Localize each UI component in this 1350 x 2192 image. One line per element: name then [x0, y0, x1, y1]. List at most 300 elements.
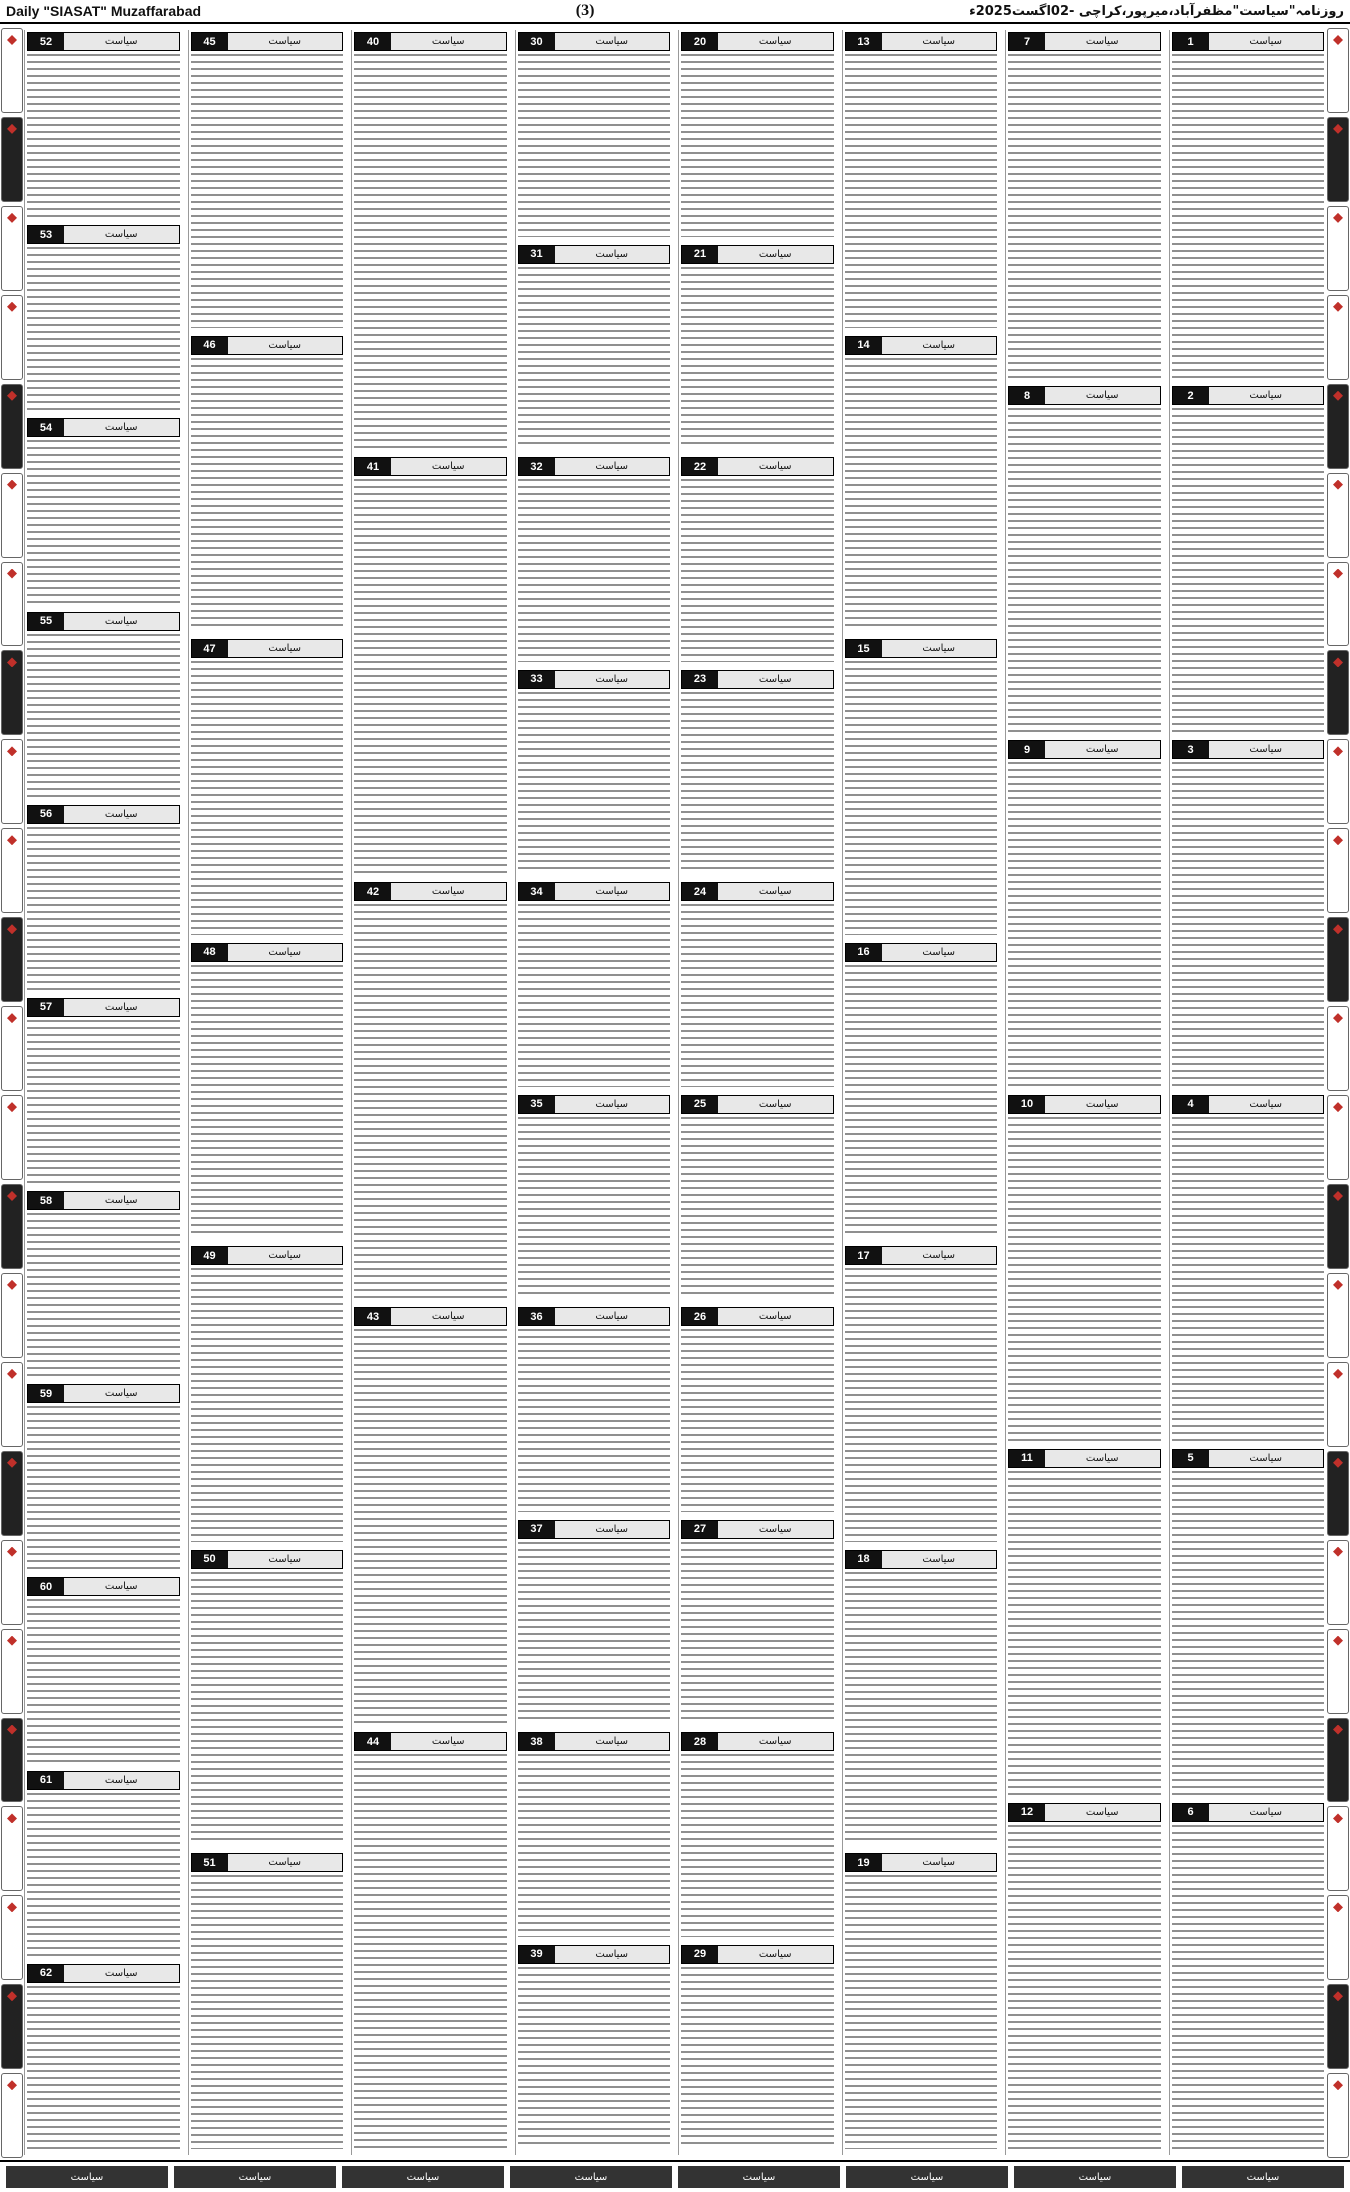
news-item: [845, 943, 998, 1241]
news-item-brand: سیاست: [1045, 1804, 1160, 1821]
news-item-text-block: [27, 1599, 180, 1762]
news-item-text-block: [354, 1329, 507, 1724]
news-item-text-block: [681, 1967, 834, 2150]
news-item-brand: سیاست: [555, 1946, 670, 1963]
news-item-brand: سیاست: [882, 640, 997, 657]
news-column: [351, 30, 509, 2155]
news-item-brand: سیاست: [1045, 741, 1160, 758]
news-item-number: 62: [28, 1965, 64, 1982]
news-item-number: 19: [846, 1854, 882, 1871]
border-ornament: [1327, 1540, 1349, 1625]
news-item-brand: سیاست: [718, 33, 833, 50]
news-item: [681, 1307, 834, 1514]
news-item-number: 8: [1009, 387, 1045, 404]
footer-brand-segment: سیاست: [678, 2166, 840, 2188]
news-item-number: 56: [28, 806, 64, 823]
news-item-brand: سیاست: [228, 1247, 343, 1264]
news-item-text-block: [191, 1875, 344, 2149]
news-item: [27, 612, 180, 799]
news-item-text-block: [1008, 1117, 1161, 1441]
news-item-text-block: [27, 1020, 180, 1183]
news-item: [681, 1732, 834, 1939]
news-item-text-block: [518, 1117, 671, 1300]
news-item-tag: [681, 245, 834, 264]
news-item-tag: [27, 225, 180, 244]
news-item-tag: [191, 1246, 344, 1265]
page-header: [0, 0, 1350, 24]
news-column: [24, 30, 182, 2155]
news-item-text-block: [1172, 408, 1325, 732]
news-item-tag: [191, 336, 344, 355]
news-item-brand: سیاست: [64, 419, 179, 436]
footer-brand-segment: سیاست: [1182, 2166, 1344, 2188]
news-item-tag: [27, 612, 180, 631]
news-item: [681, 1945, 834, 2152]
border-ornament: [1, 1895, 23, 1980]
news-item-text-block: [27, 247, 180, 410]
news-item: [1008, 1803, 1161, 2151]
news-item-text-block: [27, 827, 180, 990]
border-ornament: [1327, 1984, 1349, 2069]
news-item-text-block: [518, 54, 671, 237]
border-ornament: [1327, 1095, 1349, 1180]
news-item-number: 6: [1173, 1804, 1209, 1821]
news-item-tag: [27, 1964, 180, 1983]
news-item-tag: [1008, 740, 1161, 759]
news-item-text-block: [1008, 1825, 1161, 2149]
news-item-brand: سیاست: [1045, 1096, 1160, 1113]
news-item-number: 36: [519, 1308, 555, 1325]
news-item-brand: سیاست: [64, 1192, 179, 1209]
news-item: [191, 943, 344, 1241]
news-item-tag: [518, 1732, 671, 1751]
news-item-brand: سیاست: [1209, 1096, 1324, 1113]
news-item-text-block: [1172, 762, 1325, 1086]
news-item-brand: سیاست: [555, 1308, 670, 1325]
news-item-brand: سیاست: [1209, 33, 1324, 50]
news-item: [518, 1520, 671, 1727]
news-item-text-block: [681, 692, 834, 875]
news-item-number: 54: [28, 419, 64, 436]
border-ornament: [1327, 1362, 1349, 1447]
news-item-tag: [27, 1384, 180, 1403]
news-item-text-block: [27, 634, 180, 797]
right-border-strip: [1327, 28, 1349, 2158]
news-item-text-block: [27, 1213, 180, 1376]
news-item-tag: [191, 1853, 344, 1872]
news-item-text-block: [27, 54, 180, 217]
news-item-brand: سیاست: [64, 806, 179, 823]
news-item-brand: سیاست: [1209, 1450, 1324, 1467]
news-item-number: 42: [355, 883, 391, 900]
news-item-number: 15: [846, 640, 882, 657]
news-item-number: 57: [28, 999, 64, 1016]
border-ornament: [1, 917, 23, 1002]
news-item-tag: [354, 32, 507, 51]
news-item-number: 26: [682, 1308, 718, 1325]
news-item-number: 11: [1009, 1450, 1045, 1467]
border-ornament: [1327, 473, 1349, 558]
news-item-text-block: [1172, 1117, 1325, 1441]
footer-brand-segment: سیاست: [846, 2166, 1008, 2188]
news-item-tag: [1008, 32, 1161, 51]
news-item-number: 2: [1173, 387, 1209, 404]
news-item-number: 51: [192, 1854, 228, 1871]
news-item: [191, 1246, 344, 1544]
news-item-number: 61: [28, 1772, 64, 1789]
news-item: [518, 457, 671, 664]
news-item-brand: سیاست: [882, 1854, 997, 1871]
news-item-tag: [681, 1095, 834, 1114]
page-number: (3): [575, 2, 595, 19]
news-item-brand: سیاست: [718, 1946, 833, 1963]
news-item: [191, 1550, 344, 1848]
news-item-brand: سیاست: [228, 640, 343, 657]
news-item: [1008, 32, 1161, 380]
news-item: [1008, 1095, 1161, 1443]
news-item-number: 10: [1009, 1096, 1045, 1113]
news-item-brand: سیاست: [555, 883, 670, 900]
news-item-text-block: [1172, 54, 1325, 378]
news-column: [1005, 30, 1163, 2155]
news-item-text-block: [681, 479, 834, 662]
news-item: [27, 1771, 180, 1958]
news-item-brand: سیاست: [1045, 1450, 1160, 1467]
border-ornament: [1327, 1451, 1349, 1536]
news-item: [27, 32, 180, 219]
news-item-tag: [191, 1550, 344, 1569]
border-ornament: [1327, 384, 1349, 469]
news-item-brand: سیاست: [391, 1308, 506, 1325]
border-ornament: [1, 206, 23, 291]
news-item: [845, 639, 998, 937]
page-footer: [0, 2160, 1350, 2192]
news-item: [518, 245, 671, 452]
news-item-brand: سیاست: [882, 1247, 997, 1264]
footer-brand-segment: سیاست: [174, 2166, 336, 2188]
news-item: [1172, 1095, 1325, 1443]
news-item-number: 24: [682, 883, 718, 900]
news-item-brand: سیاست: [228, 33, 343, 50]
news-item-tag: [354, 457, 507, 476]
news-item-number: 55: [28, 613, 64, 630]
border-ornament: [1, 1184, 23, 1269]
news-item-number: 60: [28, 1578, 64, 1595]
news-item: [1008, 740, 1161, 1088]
news-item-tag: [1008, 1449, 1161, 1468]
border-ornament: [1, 384, 23, 469]
border-ornament: [1, 1984, 23, 2069]
border-ornament: [1327, 650, 1349, 735]
news-item: [681, 1520, 834, 1727]
border-ornament: [1327, 1629, 1349, 1714]
news-item-brand: سیاست: [718, 246, 833, 263]
news-item: [681, 245, 834, 452]
news-item-number: 33: [519, 671, 555, 688]
news-item: [518, 670, 671, 877]
news-item-text-block: [354, 54, 507, 449]
news-item: [518, 32, 671, 239]
news-item-tag: [845, 1246, 998, 1265]
news-item-number: 52: [28, 33, 64, 50]
news-item-text-block: [845, 965, 998, 1239]
news-column: [188, 30, 346, 2155]
news-item-brand: سیاست: [718, 458, 833, 475]
news-item-number: 20: [682, 33, 718, 50]
news-item-number: 46: [192, 337, 228, 354]
news-item-text-block: [354, 479, 507, 874]
news-item-number: 48: [192, 944, 228, 961]
news-item-brand: سیاست: [555, 1733, 670, 1750]
news-item-text-block: [681, 54, 834, 237]
border-ornament: [1, 1273, 23, 1358]
news-column: [842, 30, 1000, 2155]
news-item: [191, 1853, 344, 2151]
news-item: [681, 1095, 834, 1302]
news-item-text-block: [681, 1117, 834, 1300]
news-item: [27, 998, 180, 1185]
news-item-tag: [1008, 1095, 1161, 1114]
news-item-brand: سیاست: [228, 1854, 343, 1871]
news-item-brand: سیاست: [718, 1096, 833, 1113]
news-item-tag: [1172, 1449, 1325, 1468]
news-item: [845, 1550, 998, 1848]
border-ornament: [1327, 2073, 1349, 2158]
news-item-tag: [27, 998, 180, 1017]
news-item-number: 53: [28, 226, 64, 243]
news-item-number: 13: [846, 33, 882, 50]
border-ornament: [1327, 1273, 1349, 1358]
news-item-brand: سیاست: [391, 1733, 506, 1750]
news-item-text-block: [1008, 408, 1161, 732]
news-item-tag: [518, 457, 671, 476]
news-item: [354, 457, 507, 876]
news-item-text-block: [354, 1754, 507, 2149]
news-item-brand: سیاست: [64, 33, 179, 50]
news-item-text-block: [845, 54, 998, 328]
news-item-brand: سیاست: [882, 337, 997, 354]
news-item: [518, 1307, 671, 1514]
news-item-brand: سیاست: [555, 1521, 670, 1538]
footer-brand-segment: سیاست: [342, 2166, 504, 2188]
border-ornament: [1327, 1006, 1349, 1091]
news-item-text-block: [518, 1754, 671, 1937]
news-item-text-block: [681, 904, 834, 1087]
news-item: [27, 418, 180, 605]
news-item-text-block: [27, 1793, 180, 1956]
news-item: [518, 1732, 671, 1939]
news-item-number: 37: [519, 1521, 555, 1538]
news-item-tag: [1172, 1095, 1325, 1114]
news-item-brand: سیاست: [1209, 1804, 1324, 1821]
news-item-brand: سیاست: [64, 613, 179, 630]
news-item-number: 25: [682, 1096, 718, 1113]
news-item-brand: سیاست: [64, 1578, 179, 1595]
news-item: [354, 882, 507, 1301]
news-item-text-block: [518, 692, 671, 875]
news-item-number: 43: [355, 1308, 391, 1325]
news-item-number: 29: [682, 1946, 718, 1963]
news-item: [191, 336, 344, 634]
news-item-brand: سیاست: [882, 944, 997, 961]
border-ornament: [1327, 295, 1349, 380]
news-item: [27, 1577, 180, 1764]
border-ornament: [1327, 917, 1349, 1002]
news-item-tag: [681, 1945, 834, 1964]
border-ornament: [1327, 28, 1349, 113]
news-item: [1008, 1449, 1161, 1797]
news-item-tag: [845, 1550, 998, 1569]
border-ornament: [1, 1806, 23, 1891]
news-item-brand: سیاست: [64, 226, 179, 243]
news-item-tag: [1172, 386, 1325, 405]
news-item-text-block: [191, 661, 344, 935]
news-item: [354, 1732, 507, 2151]
news-column: [678, 30, 836, 2155]
news-item: [191, 639, 344, 937]
news-item-text-block: [191, 358, 344, 632]
news-item-brand: سیاست: [64, 999, 179, 1016]
news-item-tag: [518, 1945, 671, 1964]
news-item-tag: [354, 882, 507, 901]
news-item: [27, 225, 180, 412]
news-item-brand: سیاست: [555, 33, 670, 50]
news-item-text-block: [518, 1542, 671, 1725]
news-item-text-block: [191, 54, 344, 328]
news-item: [1172, 32, 1325, 380]
masthead-urdu: روزنامہ"سیاست"مظفرآباد،میرپور،کراچی -02اگست2025ء: [969, 3, 1344, 19]
news-item-tag: [27, 1577, 180, 1596]
news-item-tag: [845, 336, 998, 355]
news-item-brand: سیاست: [64, 1965, 179, 1982]
news-item-text-block: [27, 440, 180, 603]
news-item-tag: [845, 943, 998, 962]
news-item-tag: [27, 32, 180, 51]
news-item: [27, 1191, 180, 1378]
news-item-tag: [1172, 32, 1325, 51]
border-ornament: [1, 1629, 23, 1714]
news-item-number: 35: [519, 1096, 555, 1113]
news-item: [518, 882, 671, 1089]
news-item-tag: [27, 1771, 180, 1790]
border-ornament: [1327, 1718, 1349, 1803]
news-item-text-block: [1008, 1471, 1161, 1795]
news-item-number: 23: [682, 671, 718, 688]
border-ornament: [1327, 562, 1349, 647]
news-column: [515, 30, 673, 2155]
news-item-text-block: [1172, 1471, 1325, 1795]
news-item-tag: [27, 418, 180, 437]
news-item-brand: سیاست: [1045, 33, 1160, 50]
news-item-number: 30: [519, 33, 555, 50]
news-item-tag: [681, 1732, 834, 1751]
news-item: [845, 1246, 998, 1544]
news-item-tag: [518, 32, 671, 51]
border-ornament: [1, 650, 23, 735]
news-item-number: 28: [682, 1733, 718, 1750]
footer-brand-segment: سیاست: [6, 2166, 168, 2188]
news-item-text-block: [681, 1754, 834, 1937]
news-item-text-block: [1172, 1825, 1325, 2149]
news-item-brand: سیاست: [391, 883, 506, 900]
news-item-brand: سیاست: [555, 1096, 670, 1113]
news-item-text-block: [1008, 54, 1161, 378]
news-item-text-block: [518, 479, 671, 662]
border-ornament: [1, 828, 23, 913]
news-item-number: 44: [355, 1733, 391, 1750]
news-item-tag: [354, 1732, 507, 1751]
news-item-tag: [518, 1095, 671, 1114]
border-ornament: [1, 562, 23, 647]
border-ornament: [1, 739, 23, 824]
border-ornament: [1, 1095, 23, 1180]
news-item-tag: [518, 1520, 671, 1539]
border-ornament: [1, 1540, 23, 1625]
news-item-number: 58: [28, 1192, 64, 1209]
news-item-text-block: [681, 1542, 834, 1725]
news-item: [27, 1964, 180, 2151]
masthead-english: Daily "SIASAT" Muzaffarabad: [6, 3, 202, 19]
news-item: [27, 805, 180, 992]
news-item-text-block: [681, 267, 834, 450]
news-item: [1008, 386, 1161, 734]
news-item-tag: [681, 882, 834, 901]
news-item-brand: سیاست: [1209, 741, 1324, 758]
border-ornament: [1, 295, 23, 380]
news-item: [845, 32, 998, 330]
news-item-text-block: [518, 1329, 671, 1512]
news-item: [681, 882, 834, 1089]
news-item-text-block: [1008, 762, 1161, 1086]
news-item-brand: سیاست: [64, 1772, 179, 1789]
news-item-number: 50: [192, 1551, 228, 1568]
news-item: [845, 336, 998, 634]
footer-brand-segment: سیاست: [510, 2166, 672, 2188]
news-item-text-block: [845, 661, 998, 935]
news-item-number: 16: [846, 944, 882, 961]
news-item-brand: سیاست: [64, 1385, 179, 1402]
news-item-brand: سیاست: [391, 33, 506, 50]
news-item-tag: [681, 670, 834, 689]
news-item-number: 5: [1173, 1450, 1209, 1467]
news-item-tag: [518, 1307, 671, 1326]
news-column: [1169, 30, 1327, 2155]
news-item-text-block: [191, 965, 344, 1239]
border-ornament: [1327, 206, 1349, 291]
news-item-number: 1: [1173, 33, 1209, 50]
border-ornament: [1, 1718, 23, 1803]
news-item-brand: سیاست: [718, 883, 833, 900]
news-item-number: 41: [355, 458, 391, 475]
news-item-tag: [354, 1307, 507, 1326]
news-item-tag: [518, 882, 671, 901]
news-item-text-block: [354, 904, 507, 1299]
news-item-tag: [681, 457, 834, 476]
news-item-brand: سیاست: [391, 458, 506, 475]
border-ornament: [1327, 117, 1349, 202]
news-item-number: 49: [192, 1247, 228, 1264]
news-item-tag: [681, 32, 834, 51]
news-item-number: 14: [846, 337, 882, 354]
news-item-number: 18: [846, 1551, 882, 1568]
news-item-tag: [1172, 1803, 1325, 1822]
news-item-tag: [27, 805, 180, 824]
news-item-brand: سیاست: [228, 1551, 343, 1568]
border-ornament: [1, 1362, 23, 1447]
news-item-tag: [845, 1853, 998, 1872]
news-item: [681, 457, 834, 664]
news-item-tag: [1172, 740, 1325, 759]
